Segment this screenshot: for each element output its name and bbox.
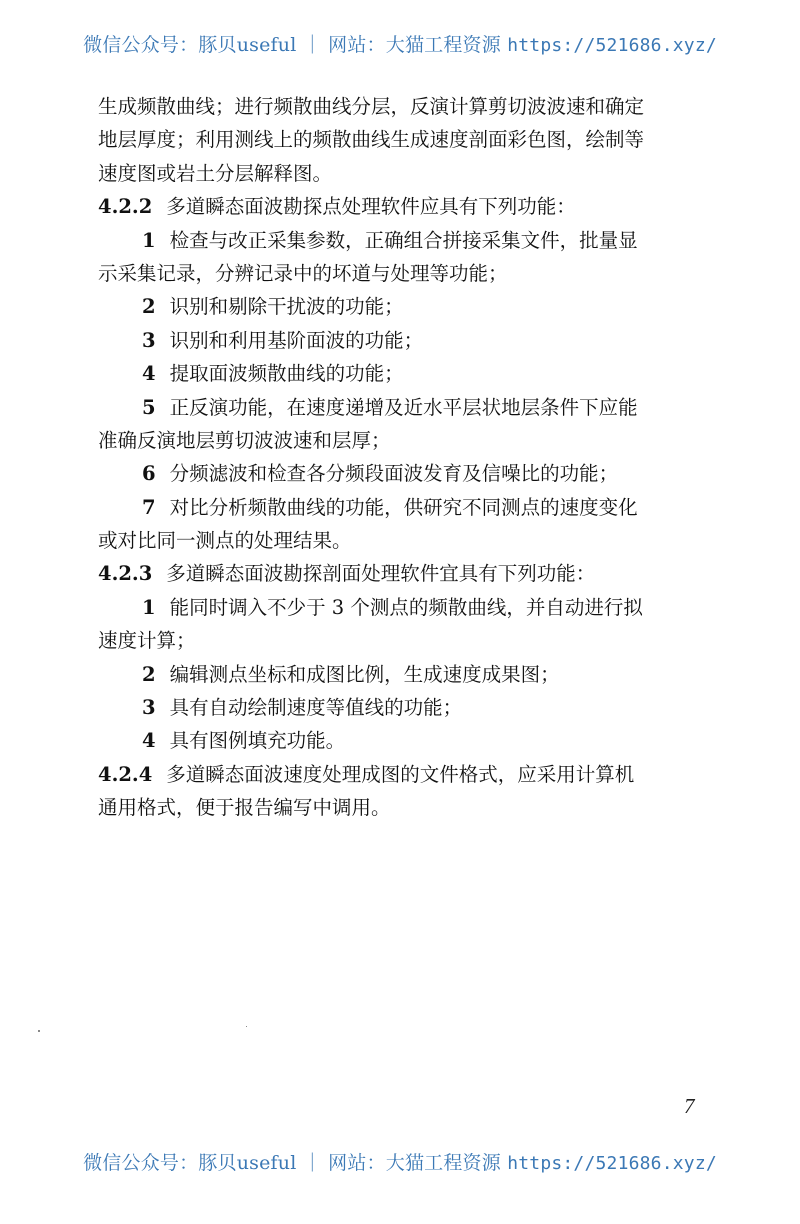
item-text: 检查与改正采集参数，正确组合拼接采集文件，批量显 — [169, 228, 638, 252]
paragraph-line: 地层厚度；利用测线上的频散曲线生成速度剖面彩色图，绘制等 — [98, 128, 645, 152]
watermark-footer — [0, 1148, 800, 1175]
list-item — [98, 457, 718, 490]
item-number: 1 — [142, 595, 156, 619]
clause-number: 4.2.2 — [98, 195, 153, 219]
item-number: 5 — [142, 395, 156, 419]
item-text: 识别和利用基阶面波的功能； — [169, 328, 424, 352]
item-number: 3 — [142, 696, 156, 720]
item-number: 6 — [142, 462, 156, 486]
item-number: 1 — [142, 228, 156, 252]
item-text: 正反演功能，在速度递增及近水平层状地层条件下应能 — [169, 395, 638, 419]
watermark-text: 微信公众号：豚贝useful ｜ 网站：大猫工程资源 — [83, 34, 508, 56]
item-text: 提取面波频散曲线的功能； — [169, 362, 404, 386]
watermark-url: https://521686.xyz/ — [507, 35, 717, 56]
clause-text: 多道瞬态面波勘探点处理软件应具有下列功能： — [166, 195, 576, 219]
list-item — [98, 724, 718, 757]
item-number: 2 — [142, 295, 156, 319]
item-continuation: 或对比同一测点的处理结果。 — [98, 529, 352, 553]
item-text: 识别和剔除干扰波的功能； — [169, 295, 404, 319]
scan-speck — [38, 1030, 40, 1032]
item-text: 具有自动绘制速度等值线的功能； — [169, 696, 463, 720]
list-item — [98, 691, 718, 724]
list-item — [98, 391, 718, 424]
document-body — [98, 90, 718, 825]
watermark-url: https://521686.xyz/ — [507, 1153, 717, 1174]
item-number: 2 — [142, 662, 156, 686]
clause-4-2-4 — [98, 758, 718, 791]
watermark-header — [0, 30, 800, 57]
item-text: 对比分析频散曲线的功能，供研究不同测点的速度变化 — [169, 495, 638, 519]
item-text: 编辑测点坐标和成图比例，生成速度成果图； — [169, 662, 560, 686]
clause-continuation: 通用格式，便于报告编写中调用。 — [98, 796, 391, 820]
list-item — [98, 324, 718, 357]
item-number: 3 — [142, 328, 156, 352]
clause-4-2-3 — [98, 557, 718, 590]
list-item — [98, 491, 718, 524]
item-number: 4 — [142, 729, 156, 753]
item-continuation: 示采集记录，分辨记录中的坏道与处理等功能； — [98, 261, 508, 285]
item-text: 能同时调入不少于 3 个测点的频散曲线，并自动进行拟 — [169, 595, 643, 619]
list-item — [98, 290, 718, 323]
paragraph-line: 生成频散曲线；进行频散曲线分层，反演计算剪切波波速和确定 — [98, 95, 645, 118]
clause-text: 多道瞬态面波勘探剖面处理软件宜具有下列功能： — [166, 562, 596, 586]
page-number: 7 — [684, 1094, 695, 1118]
clause-4-2-2 — [98, 190, 718, 223]
scan-speck — [246, 1026, 247, 1027]
list-item — [98, 591, 718, 624]
watermark-text: 微信公众号：豚贝useful ｜ 网站：大猫工程资源 — [83, 1152, 508, 1174]
item-continuation: 速度计算； — [98, 629, 196, 653]
list-item — [98, 224, 718, 257]
clause-number: 4.2.3 — [98, 562, 153, 586]
list-item — [98, 357, 718, 390]
clause-text: 多道瞬态面波速度处理成图的文件格式，应采用计算机 — [166, 762, 635, 786]
list-item — [98, 658, 718, 691]
item-number: 7 — [142, 495, 156, 519]
item-text: 具有图例填充功能。 — [169, 729, 346, 753]
paragraph-line: 速度图或岩土分层解释图。 — [98, 161, 333, 185]
item-number: 4 — [142, 362, 156, 386]
item-text: 分频滤波和检查各分频段面波发育及信噪比的功能； — [169, 462, 619, 486]
item-continuation: 准确反演地层剪切波波速和层厚； — [98, 428, 391, 452]
clause-number: 4.2.4 — [98, 762, 153, 786]
